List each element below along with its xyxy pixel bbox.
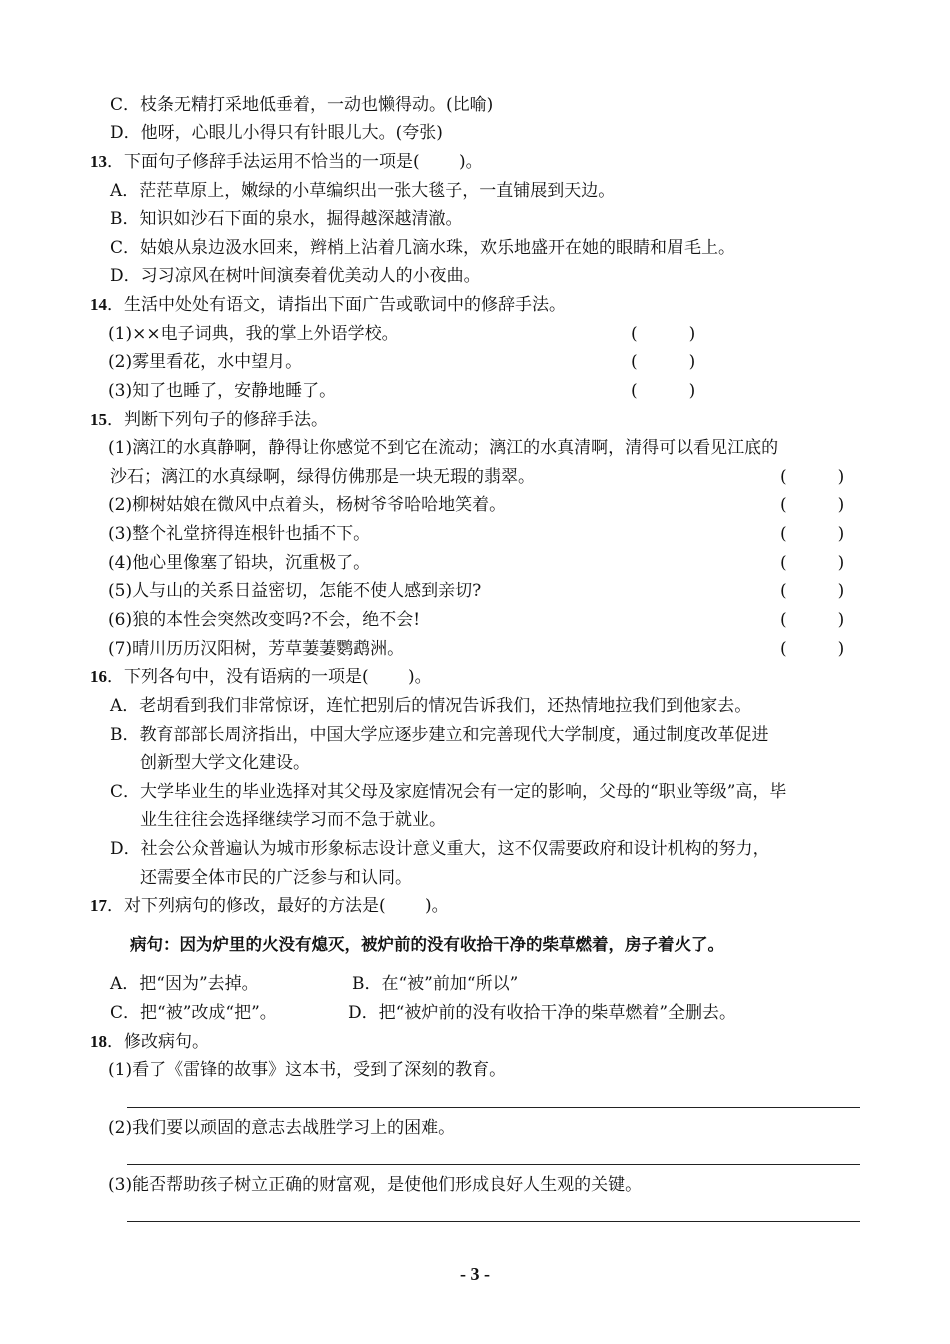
q18-answer-line-3[interactable] bbox=[127, 1221, 860, 1222]
q13-option-d: D．习习凉风在树叶间演奏着优美动人的小夜曲。 bbox=[110, 266, 481, 286]
q15-item-1-line-2: 沙石；漓江的水真绿啊，绿得仿佛那是一块无瑕的翡翠。 bbox=[110, 467, 535, 487]
q15-blank-2[interactable]: ( ) bbox=[780, 495, 845, 515]
q15-item-7: (7)晴川历历汉阳树，芳草萋萋鹦鹉洲。 bbox=[108, 639, 405, 659]
q16-option-c-line-1: C．大学毕业生的毕业选择对其父母及家庭情况会有一定的影响，父母的“职业等级”高，毕 bbox=[110, 782, 787, 802]
q13-stem: ．下面句子修辞手法运用不恰当的一项是( )。 bbox=[107, 152, 483, 172]
q16-option-a: A．老胡看到我们非常惊讶，连忙把别后的情况告诉我们，还热情地拉我们到他家去。 bbox=[110, 696, 752, 716]
q18-stem-line bbox=[90, 1031, 209, 1053]
q16-stem-line bbox=[90, 666, 432, 688]
q17-option-b: B．在“被”前加“所以” bbox=[352, 974, 519, 994]
q18-item-2: (2)我们要以顽固的意志去战胜学习上的困难。 bbox=[108, 1118, 456, 1138]
page-number: - 3 - bbox=[460, 1264, 490, 1284]
q18-answer-line-1[interactable] bbox=[127, 1107, 860, 1108]
q15-item-1-line-1: (1)漓江的水真静啊，静得让你感觉不到它在流动；漓江的水真清啊，清得可以看见江底的 bbox=[108, 438, 779, 458]
q15-number: 15 bbox=[90, 410, 107, 429]
q15-stem-line bbox=[90, 409, 328, 431]
q17-option-c: C．把“被”改成“把”。 bbox=[110, 1003, 277, 1023]
q18-answer-line-2[interactable] bbox=[127, 1164, 860, 1165]
q15-item-4: (4)他心里像塞了铅块，沉重极了。 bbox=[108, 553, 371, 573]
q15-blank-5[interactable]: ( ) bbox=[780, 581, 845, 601]
q15-item-3: (3)整个礼堂挤得连根针也插不下。 bbox=[108, 524, 371, 544]
q13-stem-line bbox=[90, 151, 483, 173]
q16-option-b-line-1: B．教育部部长周济指出，中国大学应逐步建立和完善现代大学制度，通过制度改革促进 bbox=[110, 725, 769, 745]
q16-option-d-line-2: 还需要全体市民的广泛参与和认同。 bbox=[140, 868, 412, 888]
q15-item-5: (5)人与山的关系日益密切，怎能不使人感到亲切? bbox=[108, 581, 482, 601]
q16-stem: ．下列各句中，没有语病的一项是( )。 bbox=[107, 667, 432, 687]
q14-blank-1[interactable]: ( ) bbox=[631, 324, 696, 344]
q14-blank-2[interactable]: ( ) bbox=[631, 352, 696, 372]
q14-number: 14 bbox=[90, 295, 107, 314]
q13-option-c: C．姑娘从泉边汲水回来，辫梢上沾着几滴水珠，欢乐地盛开在她的眼睛和眉毛上。 bbox=[110, 238, 736, 258]
q16-option-b-line-2: 创新型大学文化建设。 bbox=[140, 753, 310, 773]
q15-stem: ．判断下列句子的修辞手法。 bbox=[107, 410, 328, 430]
q17-option-d: D．把“被炉前的没有收拾干净的柴草燃着”全删去。 bbox=[348, 1003, 737, 1023]
q18-number: 18 bbox=[90, 1032, 107, 1051]
q14-item-2: (2)雾里看花，水中望月。 bbox=[108, 352, 303, 372]
q13-number: 13 bbox=[90, 152, 107, 171]
q17-number: 17 bbox=[90, 896, 107, 915]
q17-sick-sentence: 病句：因为炉里的火没有熄灭，被炉前的没有收拾干净的柴草燃着，房子着火了。 bbox=[130, 935, 724, 954]
q14-item-1: (1)××电子词典，我的掌上外语学校。 bbox=[108, 324, 399, 344]
q14-stem-line bbox=[90, 294, 566, 316]
q18-stem: ．修改病句。 bbox=[107, 1032, 209, 1052]
q17-option-a: A．把“因为”去掉。 bbox=[110, 974, 259, 994]
q15-item-2: (2)柳树姑娘在微风中点着头，杨树爷爷哈哈地笑着。 bbox=[108, 495, 507, 515]
q14-blank-3[interactable]: ( ) bbox=[631, 381, 696, 401]
q18-item-1: (1)看了《雷锋的故事》这本书，受到了深刻的教育。 bbox=[108, 1060, 507, 1080]
q13-option-a: A．茫茫草原上，嫩绿的小草编织出一张大毯子，一直铺展到天边。 bbox=[110, 181, 616, 201]
q15-blank-7[interactable]: ( ) bbox=[780, 639, 845, 659]
q15-blank-1[interactable]: ( ) bbox=[780, 467, 845, 487]
q16-option-d-line-1: D．社会公众普遍认为城市形象标志设计意义重大，这不仅需要政府和设计机构的努力， bbox=[110, 839, 770, 859]
q13-option-b: B．知识如沙石下面的泉水，掘得越深越清澈。 bbox=[110, 209, 463, 229]
q17-stem: ．对下列病句的修改，最好的方法是( )。 bbox=[107, 896, 449, 916]
q15-blank-4[interactable]: ( ) bbox=[780, 553, 845, 573]
q15-blank-3[interactable]: ( ) bbox=[780, 524, 845, 544]
q17-stem-line bbox=[90, 895, 449, 917]
q15-blank-6[interactable]: ( ) bbox=[780, 610, 845, 630]
q16-number: 16 bbox=[90, 667, 107, 686]
q12-option-d: D．他呀，心眼儿小得只有针眼儿大。(夸张) bbox=[110, 123, 443, 143]
q14-stem: ．生活中处处有语文，请指出下面广告或歌词中的修辞手法。 bbox=[107, 295, 566, 315]
q16-option-c-line-2: 业生往往会选择继续学习而不急于就业。 bbox=[140, 810, 446, 830]
q18-item-3: (3)能否帮助孩子树立正确的财富观，是使他们形成良好人生观的关键。 bbox=[108, 1175, 643, 1195]
q15-item-6: (6)狼的本性会突然改变吗?不会，绝不会! bbox=[108, 610, 421, 630]
q12-option-c: C．枝条无精打采地低垂着，一动也懒得动。(比喻) bbox=[110, 95, 494, 115]
q14-item-3: (3)知了也睡了，安静地睡了。 bbox=[108, 381, 337, 401]
